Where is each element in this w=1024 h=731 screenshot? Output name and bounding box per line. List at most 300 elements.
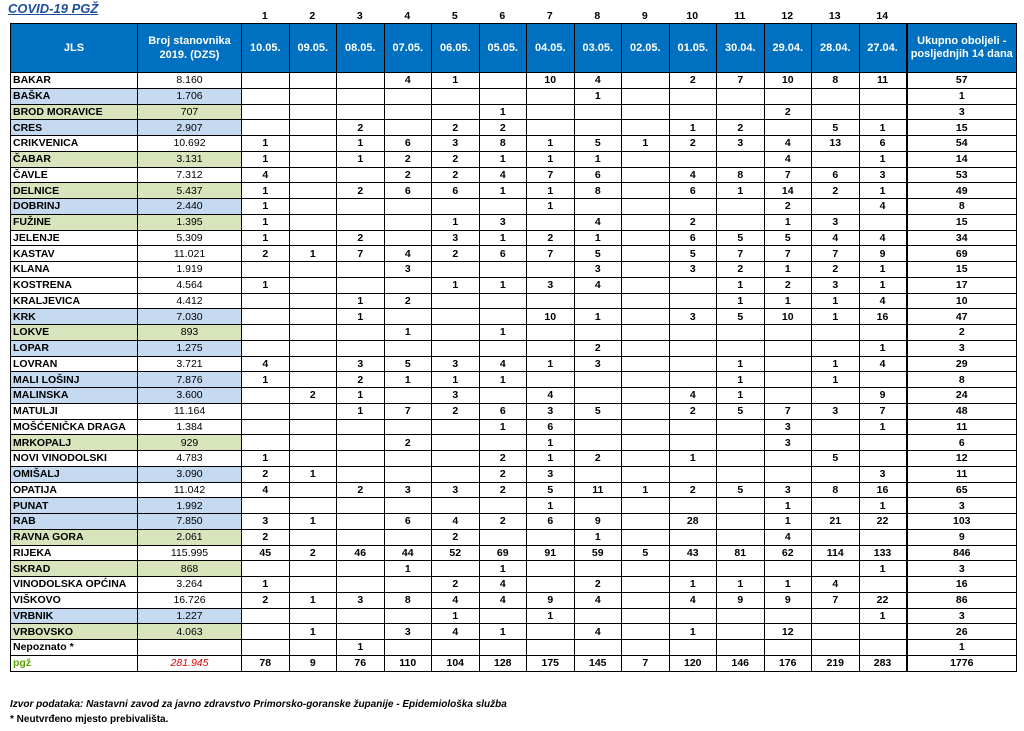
case-count-cell xyxy=(764,88,812,104)
total-cell: 24 xyxy=(907,388,1017,404)
case-count-cell xyxy=(812,340,860,356)
case-count-cell: 2 xyxy=(812,262,860,278)
case-count-cell: 1 xyxy=(669,577,717,593)
case-count-cell: 3 xyxy=(527,277,575,293)
case-count-cell: 5 xyxy=(812,120,860,136)
case-count-cell xyxy=(242,419,290,435)
case-count-cell xyxy=(764,340,812,356)
case-count-cell xyxy=(242,73,290,89)
case-count-cell xyxy=(622,608,670,624)
case-count-cell xyxy=(527,529,575,545)
case-count-cell: 1 xyxy=(859,183,907,199)
case-count-cell xyxy=(812,498,860,514)
case-count-cell xyxy=(289,577,337,593)
daily-sum-cell: 78 xyxy=(242,655,290,671)
case-count-cell: 9 xyxy=(859,388,907,404)
case-count-cell xyxy=(479,340,527,356)
case-count-cell: 6 xyxy=(812,167,860,183)
case-count-cell xyxy=(337,498,385,514)
table-row xyxy=(11,388,1017,404)
case-count-cell: 2 xyxy=(479,482,527,498)
case-count-cell: 5 xyxy=(574,136,622,152)
case-count-cell xyxy=(622,167,670,183)
header-date: 03.05. xyxy=(574,24,622,73)
day-number: 11 xyxy=(734,9,746,22)
case-count-cell: 3 xyxy=(669,309,717,325)
population-cell: 3.721 xyxy=(138,356,242,372)
case-count-cell: 6 xyxy=(669,230,717,246)
case-count-cell: 2 xyxy=(574,577,622,593)
case-count-cell: 2 xyxy=(432,403,480,419)
case-count-cell: 1 xyxy=(527,435,575,451)
case-count-cell xyxy=(574,372,622,388)
case-count-cell xyxy=(289,451,337,467)
case-count-cell: 1 xyxy=(764,498,812,514)
case-count-cell xyxy=(859,435,907,451)
header-date: 06.05. xyxy=(432,24,480,73)
day-number: 3 xyxy=(356,9,363,22)
case-count-cell: 2 xyxy=(717,120,765,136)
case-count-cell xyxy=(527,340,575,356)
case-count-cell xyxy=(812,640,860,656)
case-count-cell: 5 xyxy=(812,451,860,467)
daily-sum-cell: 104 xyxy=(432,655,480,671)
municipality-name: VIŠKOVO xyxy=(11,592,138,608)
case-count-cell xyxy=(574,388,622,404)
case-count-cell xyxy=(717,514,765,530)
municipality-name: OPATIJA xyxy=(11,482,138,498)
case-count-cell: 4 xyxy=(859,356,907,372)
case-count-cell: 3 xyxy=(337,356,385,372)
case-count-cell xyxy=(289,325,337,341)
case-count-cell xyxy=(669,293,717,309)
case-count-cell: 11 xyxy=(859,73,907,89)
case-count-cell xyxy=(859,451,907,467)
case-count-cell xyxy=(622,561,670,577)
case-count-cell xyxy=(622,199,670,215)
municipality-name: LOKVE xyxy=(11,325,138,341)
case-count-cell: 7 xyxy=(764,167,812,183)
municipality-name: JELENJE xyxy=(11,230,138,246)
case-count-cell: 2 xyxy=(479,120,527,136)
case-count-cell: 2 xyxy=(812,183,860,199)
total-cell: 15 xyxy=(907,262,1017,278)
case-count-cell xyxy=(669,325,717,341)
daily-sum-cell: 128 xyxy=(479,655,527,671)
case-count-cell: 69 xyxy=(479,545,527,561)
case-count-cell xyxy=(764,466,812,482)
case-count-cell xyxy=(574,608,622,624)
case-count-cell: 1 xyxy=(527,498,575,514)
case-count-cell xyxy=(859,372,907,388)
case-count-cell: 44 xyxy=(384,545,432,561)
case-count-cell: 5 xyxy=(574,246,622,262)
case-count-cell: 3 xyxy=(432,388,480,404)
case-count-cell xyxy=(764,120,812,136)
case-count-cell: 1 xyxy=(717,356,765,372)
header-date: 28.04. xyxy=(812,24,860,73)
case-count-cell: 7 xyxy=(527,167,575,183)
case-count-cell xyxy=(622,356,670,372)
case-count-cell xyxy=(289,356,337,372)
municipality-name: CRIKVENICA xyxy=(11,136,138,152)
total-cell: 49 xyxy=(907,183,1017,199)
case-count-cell: 1 xyxy=(479,624,527,640)
case-count-cell: 3 xyxy=(859,466,907,482)
case-count-cell xyxy=(622,183,670,199)
population-cell: 3.600 xyxy=(138,388,242,404)
case-count-cell xyxy=(289,372,337,388)
daily-sum-cell: 76 xyxy=(337,655,385,671)
case-count-cell: 1 xyxy=(289,624,337,640)
population-cell: 3.090 xyxy=(138,466,242,482)
case-count-cell xyxy=(622,340,670,356)
case-count-cell xyxy=(812,419,860,435)
case-count-cell xyxy=(337,214,385,230)
case-count-cell: 3 xyxy=(812,403,860,419)
case-count-cell: 1 xyxy=(669,451,717,467)
total-cell: 26 xyxy=(907,624,1017,640)
case-count-cell xyxy=(242,388,290,404)
case-count-cell xyxy=(384,340,432,356)
case-count-cell xyxy=(289,199,337,215)
case-count-cell: 1 xyxy=(289,246,337,262)
case-count-cell xyxy=(812,608,860,624)
case-count-cell: 2 xyxy=(574,340,622,356)
case-count-cell xyxy=(764,608,812,624)
case-count-cell: 3 xyxy=(432,230,480,246)
case-count-cell xyxy=(622,325,670,341)
case-count-cell: 1 xyxy=(859,262,907,278)
case-count-cell: 8 xyxy=(574,183,622,199)
case-count-cell: 10 xyxy=(527,73,575,89)
total-cell: 16 xyxy=(907,577,1017,593)
case-count-cell xyxy=(289,120,337,136)
case-count-cell xyxy=(479,88,527,104)
daily-sum-cell: 110 xyxy=(384,655,432,671)
case-count-cell xyxy=(432,561,480,577)
case-count-cell xyxy=(622,419,670,435)
case-count-cell xyxy=(337,340,385,356)
case-count-cell xyxy=(384,309,432,325)
case-count-cell xyxy=(669,356,717,372)
case-count-cell xyxy=(384,230,432,246)
population-sum: 281.945 xyxy=(138,655,242,671)
case-count-cell xyxy=(717,104,765,120)
case-count-cell: 1 xyxy=(479,325,527,341)
case-count-cell: 3 xyxy=(812,277,860,293)
day-number: 13 xyxy=(828,9,841,22)
case-count-cell: 4 xyxy=(432,514,480,530)
case-count-cell: 1 xyxy=(859,277,907,293)
population-cell: 1.395 xyxy=(138,214,242,230)
case-count-cell: 2 xyxy=(384,293,432,309)
case-count-cell xyxy=(289,183,337,199)
case-count-cell xyxy=(432,88,480,104)
case-count-cell xyxy=(669,466,717,482)
case-count-cell: 1 xyxy=(717,293,765,309)
case-count-cell: 4 xyxy=(812,577,860,593)
case-count-cell xyxy=(622,293,670,309)
population-cell: 7.850 xyxy=(138,514,242,530)
case-count-cell xyxy=(337,104,385,120)
case-count-cell: 21 xyxy=(812,514,860,530)
case-count-cell xyxy=(289,88,337,104)
case-count-cell: 1 xyxy=(574,529,622,545)
table-row xyxy=(11,529,1017,545)
case-count-cell: 7 xyxy=(384,403,432,419)
case-count-cell: 2 xyxy=(527,230,575,246)
population-cell: 16.726 xyxy=(138,592,242,608)
case-count-cell xyxy=(622,104,670,120)
case-count-cell: 1 xyxy=(337,640,385,656)
case-count-cell: 3 xyxy=(527,466,575,482)
case-count-cell xyxy=(622,230,670,246)
header-jls: JLS xyxy=(11,24,138,73)
case-count-cell xyxy=(337,199,385,215)
table-row xyxy=(11,293,1017,309)
case-count-cell: 2 xyxy=(242,592,290,608)
population-cell: 2.907 xyxy=(138,120,242,136)
case-count-cell xyxy=(622,309,670,325)
population-cell: 5.437 xyxy=(138,183,242,199)
case-count-cell: 9 xyxy=(859,246,907,262)
case-count-cell xyxy=(669,277,717,293)
case-count-cell: 1 xyxy=(717,277,765,293)
case-count-cell: 1 xyxy=(337,136,385,152)
case-count-cell xyxy=(289,403,337,419)
case-count-cell: 7 xyxy=(717,73,765,89)
total-cell: 2 xyxy=(907,325,1017,341)
municipality-name: RIJEKA xyxy=(11,545,138,561)
day-number: 9 xyxy=(641,9,648,22)
total-cell: 3 xyxy=(907,498,1017,514)
total-cell: 12 xyxy=(907,451,1017,467)
case-count-cell: 1 xyxy=(432,372,480,388)
case-count-cell xyxy=(527,120,575,136)
total-cell: 10 xyxy=(907,293,1017,309)
case-count-cell: 81 xyxy=(717,545,765,561)
case-count-cell: 1 xyxy=(479,372,527,388)
municipality-name: RAVNA GORA xyxy=(11,529,138,545)
case-count-cell xyxy=(384,88,432,104)
case-count-cell xyxy=(432,262,480,278)
municipality-name: KASTAV xyxy=(11,246,138,262)
case-count-cell: 2 xyxy=(384,167,432,183)
case-count-cell xyxy=(337,514,385,530)
case-count-cell: 2 xyxy=(242,246,290,262)
case-count-cell xyxy=(717,325,765,341)
table-row xyxy=(11,577,1017,593)
case-count-cell: 2 xyxy=(574,451,622,467)
case-count-cell: 45 xyxy=(242,545,290,561)
case-count-cell xyxy=(574,293,622,309)
total-cell: 103 xyxy=(907,514,1017,530)
case-count-cell xyxy=(622,388,670,404)
total-cell: 846 xyxy=(907,545,1017,561)
municipality-name: KLANA xyxy=(11,262,138,278)
case-count-cell xyxy=(622,88,670,104)
case-count-cell: 2 xyxy=(669,403,717,419)
case-count-cell xyxy=(622,529,670,545)
municipality-name: VRBOVSKO xyxy=(11,624,138,640)
case-count-cell xyxy=(717,529,765,545)
case-count-cell xyxy=(337,451,385,467)
case-count-cell: 1 xyxy=(764,262,812,278)
case-count-cell: 4 xyxy=(479,592,527,608)
case-count-cell: 4 xyxy=(384,246,432,262)
case-count-cell: 2 xyxy=(432,151,480,167)
case-count-cell xyxy=(242,293,290,309)
total-cell: 1 xyxy=(907,88,1017,104)
case-count-cell xyxy=(812,435,860,451)
case-count-cell xyxy=(289,482,337,498)
case-count-cell: 2 xyxy=(337,482,385,498)
case-count-cell: 1 xyxy=(717,183,765,199)
table-row xyxy=(11,246,1017,262)
table-row xyxy=(11,451,1017,467)
daily-sum-cell: 219 xyxy=(812,655,860,671)
case-count-cell: 1 xyxy=(289,466,337,482)
case-count-cell xyxy=(669,561,717,577)
case-count-cell: 6 xyxy=(384,514,432,530)
case-count-cell xyxy=(717,419,765,435)
case-count-cell xyxy=(337,608,385,624)
population-cell: 3.131 xyxy=(138,151,242,167)
case-count-cell: 4 xyxy=(764,136,812,152)
case-count-cell xyxy=(622,435,670,451)
case-count-cell xyxy=(622,246,670,262)
case-count-cell: 1 xyxy=(574,309,622,325)
population-cell: 1.706 xyxy=(138,88,242,104)
case-count-cell xyxy=(717,88,765,104)
case-count-cell xyxy=(622,403,670,419)
case-count-cell: 4 xyxy=(574,592,622,608)
case-count-cell: 10 xyxy=(527,309,575,325)
case-count-cell: 4 xyxy=(859,293,907,309)
case-count-cell xyxy=(574,199,622,215)
case-count-cell: 2 xyxy=(432,120,480,136)
case-count-cell xyxy=(717,435,765,451)
case-count-cell xyxy=(479,498,527,514)
case-count-cell xyxy=(622,624,670,640)
case-count-cell: 7 xyxy=(764,403,812,419)
case-count-cell xyxy=(669,199,717,215)
case-count-cell xyxy=(242,120,290,136)
case-count-cell xyxy=(242,403,290,419)
municipality-name: ČABAR xyxy=(11,151,138,167)
case-count-cell xyxy=(622,466,670,482)
case-count-cell: 1 xyxy=(574,88,622,104)
case-count-cell xyxy=(384,577,432,593)
case-count-cell: 9 xyxy=(574,514,622,530)
case-count-cell: 5 xyxy=(717,403,765,419)
daily-sum-cell: 176 xyxy=(764,655,812,671)
case-count-cell: 3 xyxy=(574,356,622,372)
case-count-cell: 9 xyxy=(764,592,812,608)
case-count-cell xyxy=(289,561,337,577)
case-count-cell: 1 xyxy=(242,214,290,230)
notes xyxy=(10,697,507,727)
case-count-cell xyxy=(669,151,717,167)
table-row xyxy=(11,325,1017,341)
total-cell: 8 xyxy=(907,372,1017,388)
total-cell: 1 xyxy=(907,640,1017,656)
municipality-name: VRBNIK xyxy=(11,608,138,624)
pgz-logo: pgž xyxy=(11,655,138,671)
table-row xyxy=(11,120,1017,136)
case-count-cell: 2 xyxy=(337,230,385,246)
case-count-cell: 5 xyxy=(574,403,622,419)
case-count-cell: 1 xyxy=(527,608,575,624)
case-count-cell: 3 xyxy=(669,262,717,278)
case-count-cell xyxy=(432,466,480,482)
case-count-cell xyxy=(574,466,622,482)
case-count-cell: 4 xyxy=(479,167,527,183)
case-count-cell xyxy=(669,372,717,388)
day-number: 12 xyxy=(781,9,794,22)
case-count-cell: 10 xyxy=(764,309,812,325)
case-count-cell: 1 xyxy=(527,451,575,467)
population-cell: 1.919 xyxy=(138,262,242,278)
case-count-cell: 1 xyxy=(764,293,812,309)
municipality-name: MALI LOŠINJ xyxy=(11,372,138,388)
case-count-cell: 7 xyxy=(527,246,575,262)
table-row xyxy=(11,104,1017,120)
case-count-cell: 5 xyxy=(717,309,765,325)
table-row xyxy=(11,73,1017,89)
case-count-cell xyxy=(289,262,337,278)
case-count-cell: 5 xyxy=(717,482,765,498)
case-count-cell xyxy=(717,151,765,167)
municipality-name: MALINSKA xyxy=(11,388,138,404)
municipality-name: RAB xyxy=(11,514,138,530)
total-cell: 57 xyxy=(907,73,1017,89)
case-count-cell xyxy=(669,419,717,435)
case-count-cell: 4 xyxy=(479,577,527,593)
case-count-cell: 1 xyxy=(337,151,385,167)
table-row xyxy=(11,277,1017,293)
case-count-cell xyxy=(764,372,812,388)
header-row xyxy=(11,24,1017,73)
population-cell: 4.783 xyxy=(138,451,242,467)
case-count-cell xyxy=(527,577,575,593)
header-population: Broj stanovnika 2019. (DZS) xyxy=(138,24,242,73)
case-count-cell: 3 xyxy=(384,262,432,278)
population-cell: 7.312 xyxy=(138,167,242,183)
case-count-cell: 1 xyxy=(764,577,812,593)
header-date: 01.05. xyxy=(669,24,717,73)
case-count-cell xyxy=(479,388,527,404)
case-count-cell xyxy=(242,435,290,451)
case-count-cell: 1 xyxy=(242,183,290,199)
case-count-cell xyxy=(432,435,480,451)
case-count-cell: 5 xyxy=(384,356,432,372)
case-count-cell xyxy=(622,151,670,167)
case-count-cell: 2 xyxy=(717,262,765,278)
case-count-cell xyxy=(289,608,337,624)
grand-total: 1776 xyxy=(907,655,1017,671)
total-cell: 29 xyxy=(907,356,1017,372)
case-count-cell: 52 xyxy=(432,545,480,561)
case-count-cell: 8 xyxy=(812,482,860,498)
case-count-cell xyxy=(574,561,622,577)
header-total: Ukupno oboljeli - posljednjih 14 dana xyxy=(907,24,1017,73)
municipality-name: SKRAD xyxy=(11,561,138,577)
case-count-cell: 7 xyxy=(717,246,765,262)
case-count-cell xyxy=(432,325,480,341)
case-count-cell: 3 xyxy=(384,482,432,498)
